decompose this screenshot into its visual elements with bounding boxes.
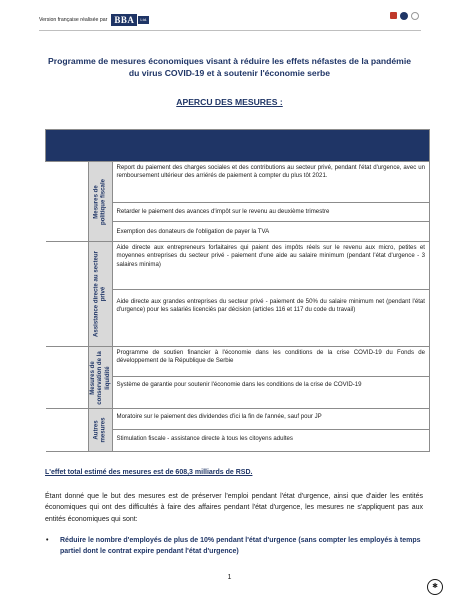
table-row xyxy=(46,409,430,430)
header-credit-text: Version française réalisée par xyxy=(39,17,108,23)
category-label: Mesures de politique fiscale xyxy=(92,178,107,225)
measure-cell: Exemption des donateurs de l'obligation de payer la TVA xyxy=(112,222,430,242)
virus-icon: ✱ xyxy=(427,579,443,595)
document-title: Programme de mesures économiques visant à réduire les effets néfastes de la pandémie du virus COVID-19 et à soutenir l'économie serbe xyxy=(48,56,411,78)
measure-cell: Report du paiement des charges sociales et des contributions au secteur privé, pendant l'état d'urgence, avec un remboursement ultérieur des arriérés de paiement à compter du plus tôt 2021. xyxy=(112,162,430,203)
bullet-item xyxy=(46,535,426,558)
measure-cell: Moratoire sur le paiement des dividendes d'ici la fin de l'année, sauf pour JP xyxy=(112,409,430,430)
navy-circle-icon xyxy=(400,12,408,20)
page-number: 1 xyxy=(227,574,232,581)
measure-cell: Aide directe aux entrepreneurs forfaitaires qui paient des impôts réels sur le revenu aux micro, petites et moyennes entreprises du secteur privé - paiement d'une aide au salaire minimum (pendant l'état d'urgence - 3 salaires minima) xyxy=(112,242,430,290)
measures-table xyxy=(45,129,430,452)
logo-text: BBA xyxy=(111,14,137,26)
measure-cell: Stimulation fiscale - assistance directe à tous les citoyens adultes xyxy=(112,430,430,452)
category-label: Autres mesures xyxy=(92,417,107,443)
measure-cell: Retarder le paiement des avances d'impôt sur le revenu au deuxième trimestre xyxy=(112,203,430,222)
intro-paragraph: Étant donné que le but des mesures est de préserver l'emploi pendant l'état d'urgence, ainsi que d'aider les entités économiques qui ont des difficultés à faire des affaires pendant l'état d'urgence, les mesures ne s'appliquent pas aux entités économiques qui sont: xyxy=(45,493,423,523)
measure-cell: Système de garantie pour soutenir l'économie dans les conditions de la crise de COVID-19 xyxy=(112,377,430,409)
total-effect-text: L'effet total estimé des mesures est de 608,3 milliards de RSD. xyxy=(45,469,253,476)
category-label: Assistance directe au secteur privé xyxy=(92,250,107,338)
bullet-text: Réduire le nombre d'employés de plus de 10% pendant l'état d'urgence (sans compter les employés à temps partiel dont le contrat expire pendant l'état d'urgence) xyxy=(60,537,421,556)
category-cell xyxy=(88,409,112,452)
section-subtitle: APERCU DES MESURES : xyxy=(176,97,283,107)
bullet-icon: • xyxy=(46,537,49,544)
category-label: Mesures de conservation de la liquidité xyxy=(88,350,111,405)
header-divider xyxy=(39,30,421,31)
category-cell xyxy=(88,242,112,347)
grey-circle-icon xyxy=(411,12,419,20)
bba-logo xyxy=(111,14,149,26)
table-row xyxy=(46,242,430,290)
measure-cell: Programme de soutien financier à l'économie dans les conditions de la crise COVID-19 du Fonds de développement de la République de Serbie xyxy=(112,347,430,377)
measure-cell: Aide directe aux grandes entreprises du secteur privé - paiement de 50% du salaire minimum net (pendant l'état d'urgence) pour les salariés licenciés par décision (articles 116 et 117 du code du travail) xyxy=(112,290,430,347)
table-header-row xyxy=(46,130,430,162)
category-cell xyxy=(88,347,112,409)
logo-suffix: Ltd. xyxy=(140,17,148,22)
table-row xyxy=(46,347,430,377)
table-row xyxy=(46,162,430,203)
header-left xyxy=(39,14,149,26)
category-cell xyxy=(88,162,112,242)
header-icons xyxy=(390,12,419,20)
red-cross-icon xyxy=(390,12,397,19)
